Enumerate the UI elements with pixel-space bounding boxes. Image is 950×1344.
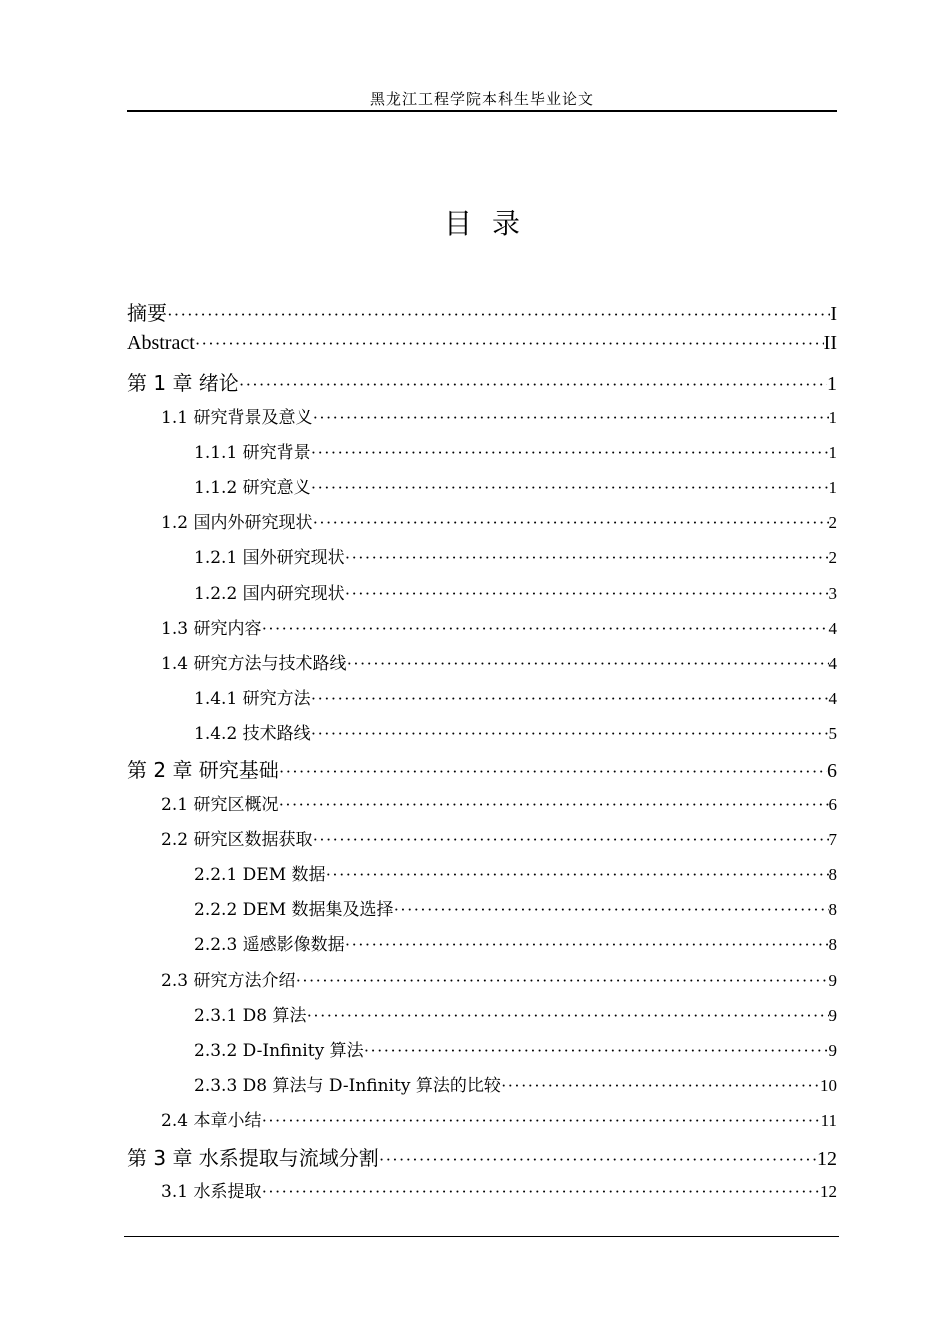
toc-entry-label: 2.3.3 D8 算法与 D-Infinity 算法的比较 bbox=[194, 1076, 501, 1097]
toc-entry-label: 1.4 研究方法与技术路线 bbox=[161, 653, 347, 674]
toc-entry-page-number: 4 bbox=[828, 653, 837, 673]
toc-entry[interactable] bbox=[127, 579, 837, 614]
toc-entry[interactable] bbox=[127, 930, 837, 965]
toc-entry-page-number: 8 bbox=[828, 865, 837, 884]
toc-entry-label: 2.3 研究方法介绍 bbox=[161, 970, 296, 991]
toc-entry[interactable] bbox=[127, 825, 837, 860]
toc-entry-label: 1.4.2 技术路线 bbox=[194, 724, 311, 745]
toc-dot-leader bbox=[501, 1076, 820, 1096]
toc-entry[interactable] bbox=[127, 403, 837, 438]
toc-dot-leader bbox=[279, 762, 827, 782]
toc-entry-label: 2.2 研究区数据获取 bbox=[161, 829, 313, 850]
toc-entry-page-number: 9 bbox=[828, 1040, 837, 1060]
toc-entry[interactable] bbox=[127, 543, 837, 578]
toc-entry-label: Abstract bbox=[127, 332, 195, 355]
toc-entry-page-number: 8 bbox=[828, 900, 837, 920]
toc-entry[interactable] bbox=[127, 860, 837, 895]
toc-dot-leader bbox=[311, 443, 829, 463]
toc-dot-leader bbox=[345, 584, 829, 604]
toc-dot-leader bbox=[311, 478, 829, 498]
toc-entry-label: 2.2.1 DEM 数据 bbox=[194, 865, 326, 885]
toc-entry-label: 第 2 章 研究基础 bbox=[127, 758, 279, 783]
toc-entry-label: 第 3 章 水系提取与流域分割 bbox=[127, 1145, 379, 1170]
table-of-contents bbox=[127, 297, 837, 1212]
toc-entry-page-number: 1 bbox=[828, 442, 837, 462]
toc-entry-label: 1.1 研究背景及意义 bbox=[161, 407, 313, 428]
toc-entry-page-number: 10 bbox=[820, 1076, 837, 1096]
toc-entry-page-number: 11 bbox=[820, 1111, 837, 1131]
toc-dot-leader bbox=[345, 935, 829, 955]
toc-entry[interactable] bbox=[127, 508, 837, 543]
toc-entry-page-number: 2 bbox=[828, 513, 837, 533]
toc-dot-leader bbox=[167, 305, 830, 325]
toc-dot-leader bbox=[307, 1006, 829, 1026]
toc-entry-page-number: 9 bbox=[828, 1005, 837, 1025]
toc-dot-leader bbox=[345, 548, 829, 568]
toc-entry[interactable] bbox=[127, 1036, 837, 1071]
toc-entry-label: 2.4 本章小结 bbox=[161, 1111, 262, 1132]
toc-entry-label: 1.2.1 国外研究现状 bbox=[194, 548, 345, 569]
toc-entry-label: 摘要 bbox=[127, 301, 167, 325]
toc-entry-page-number: 6 bbox=[827, 760, 837, 783]
toc-entry-page-number: 9 bbox=[828, 970, 837, 990]
page-title: 目录 bbox=[443, 207, 540, 240]
toc-entry[interactable] bbox=[127, 367, 837, 402]
toc-entry-label: 2.2.3 遥感影像数据 bbox=[194, 935, 345, 956]
toc-entry[interactable] bbox=[127, 649, 837, 684]
toc-entry-label: 3.1 水系提取 bbox=[161, 1181, 262, 1202]
toc-entry-page-number: 8 bbox=[828, 935, 837, 955]
toc-entry[interactable] bbox=[127, 754, 837, 789]
toc-entry[interactable] bbox=[127, 684, 837, 719]
toc-dot-leader bbox=[312, 830, 828, 850]
toc-entry-label: 1.2 国内外研究现状 bbox=[161, 513, 313, 534]
toc-entry[interactable] bbox=[127, 438, 837, 473]
toc-entry[interactable] bbox=[127, 1142, 837, 1177]
toc-entry-page-number: 12 bbox=[817, 1147, 837, 1170]
toc-entry-page-number: 2 bbox=[828, 548, 837, 568]
toc-dot-leader bbox=[364, 1041, 829, 1061]
toc-entry-label: 1.2.2 国内研究现状 bbox=[194, 583, 345, 604]
toc-entry-label: 1.3 研究内容 bbox=[161, 618, 262, 639]
toc-entry[interactable] bbox=[127, 1177, 837, 1212]
toc-dot-leader bbox=[379, 1150, 817, 1170]
toc-entry-label: 2.3.2 D-Infinity 算法 bbox=[194, 1040, 364, 1061]
toc-entry[interactable] bbox=[127, 473, 837, 508]
toc-entry-label: 1.1.2 研究意义 bbox=[194, 477, 311, 498]
toc-entry[interactable] bbox=[127, 614, 837, 649]
toc-entry[interactable] bbox=[127, 719, 837, 754]
toc-dot-leader bbox=[346, 654, 828, 674]
toc-dot-leader bbox=[261, 1182, 820, 1202]
toc-entry-page-number: 7 bbox=[828, 829, 837, 849]
toc-entry-label: 1.4.1 研究方法 bbox=[194, 689, 311, 710]
toc-entry-page-number: 4 bbox=[828, 689, 837, 709]
toc-entry[interactable] bbox=[127, 966, 837, 1001]
toc-entry-page-number: 1 bbox=[828, 407, 837, 427]
toc-dot-leader bbox=[278, 795, 828, 815]
toc-entry-page-number: 1 bbox=[828, 477, 837, 497]
toc-entry-label: 1.1.1 研究背景 bbox=[194, 442, 311, 463]
toc-dot-leader bbox=[312, 408, 828, 428]
running-header: 黑龙江工程学院本科生毕业论文 bbox=[369, 90, 594, 108]
toc-entry-label: 2.1 研究区概况 bbox=[161, 794, 279, 815]
header-rule bbox=[127, 110, 837, 112]
toc-dot-leader bbox=[195, 334, 824, 354]
toc-dot-leader bbox=[394, 900, 829, 920]
toc-entry[interactable] bbox=[127, 1106, 837, 1141]
toc-entry-page-number: II bbox=[823, 332, 837, 355]
toc-entry-page-number: 3 bbox=[828, 583, 837, 603]
toc-dot-leader bbox=[239, 375, 827, 395]
toc-entry[interactable] bbox=[127, 895, 837, 930]
toc-entry-label: 2.2.2 DEM 数据集及选择 bbox=[194, 900, 394, 921]
footer-rule bbox=[124, 1236, 839, 1237]
toc-dot-leader bbox=[295, 971, 828, 991]
toc-entry[interactable] bbox=[127, 297, 837, 332]
toc-entry-page-number: 1 bbox=[827, 373, 837, 396]
toc-dot-leader bbox=[326, 865, 829, 885]
toc-entry-page-number: 4 bbox=[828, 618, 837, 638]
toc-dot-leader bbox=[311, 689, 829, 709]
toc-entry[interactable] bbox=[127, 790, 837, 825]
toc-entry[interactable] bbox=[127, 1071, 837, 1106]
toc-entry-label: 2.3.1 D8 算法 bbox=[194, 1005, 307, 1026]
toc-dot-leader bbox=[261, 619, 828, 639]
toc-dot-leader bbox=[261, 1111, 820, 1131]
toc-entry[interactable] bbox=[127, 1001, 837, 1036]
toc-dot-leader bbox=[311, 724, 829, 744]
toc-entry-page-number: 6 bbox=[828, 794, 837, 814]
toc-entry[interactable] bbox=[127, 332, 837, 367]
toc-entry-label: 第 1 章 绪论 bbox=[127, 371, 239, 396]
toc-entry-page-number: 5 bbox=[828, 724, 837, 744]
toc-dot-leader bbox=[312, 513, 828, 533]
toc-entry-page-number: I bbox=[830, 303, 837, 325]
toc-entry-page-number: 12 bbox=[820, 1181, 837, 1201]
